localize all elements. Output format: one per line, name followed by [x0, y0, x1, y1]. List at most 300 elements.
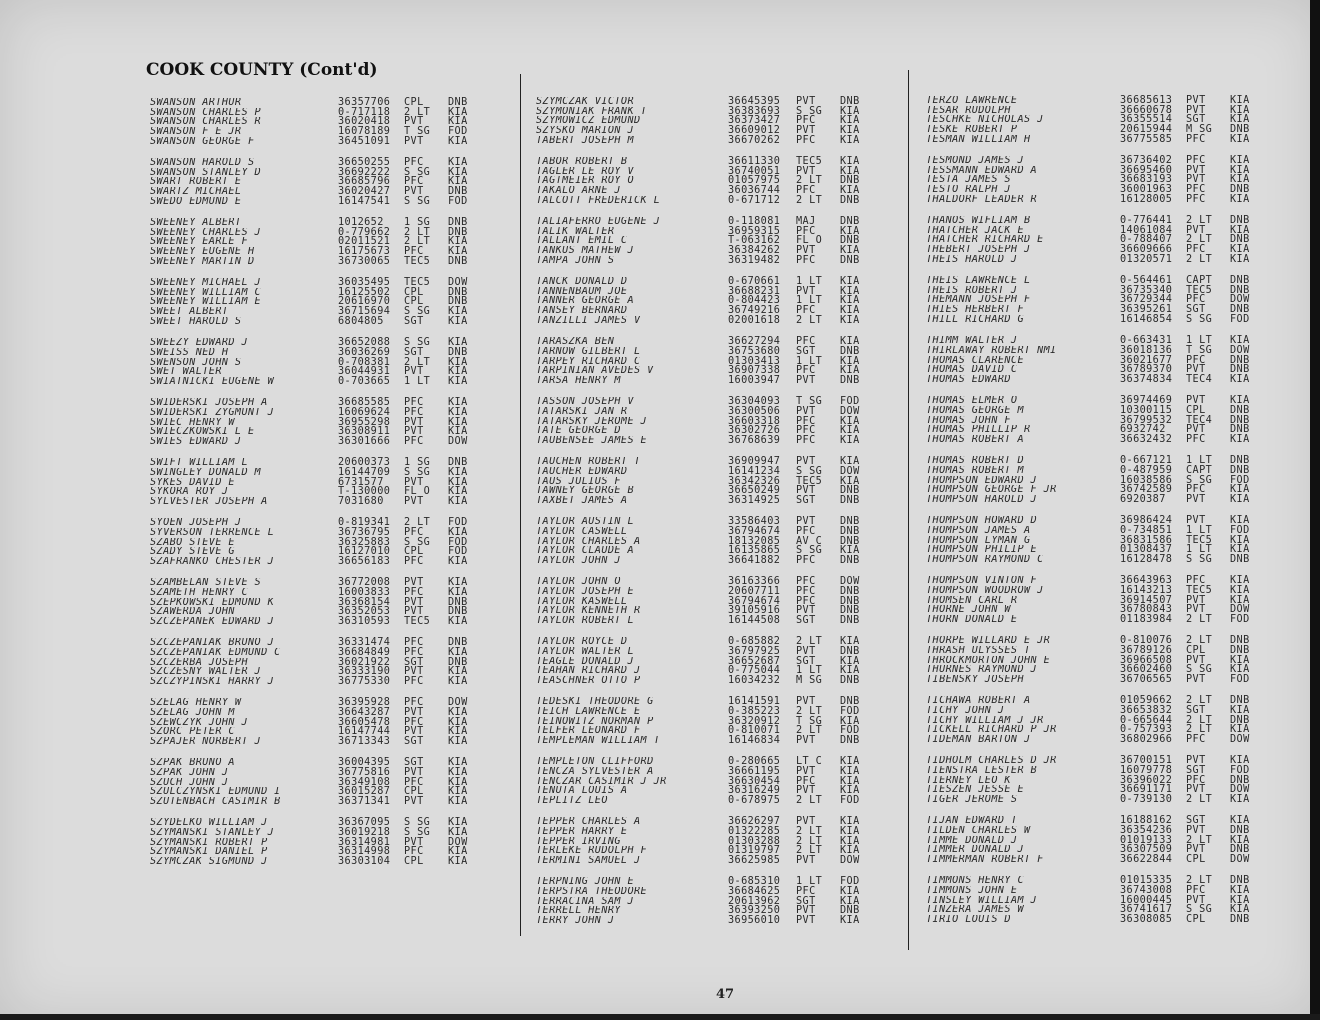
- entry-name: TIJAN EDWARD T: [926, 816, 1018, 827]
- roster-entry: [150, 418, 482, 428]
- roster-entry: [536, 97, 874, 107]
- entry-grade: PVT: [1186, 364, 1206, 376]
- roster-column-2: [536, 97, 874, 937]
- entry-name: TALCOTT FREDERICK L: [536, 195, 661, 206]
- roster-group: [536, 877, 874, 925]
- entry-grade: 2 LT: [796, 636, 823, 648]
- entry-grade: 2 LT: [1186, 695, 1213, 707]
- entry-serial-number: 36015287: [338, 786, 391, 798]
- entry-name: THOMAS CLARENCE: [926, 355, 1025, 366]
- entry-grade: SGT: [404, 315, 424, 327]
- roster-entry: [926, 845, 1264, 855]
- roster-group: [536, 277, 874, 325]
- entry-status: DOW: [448, 836, 468, 848]
- entry-serial-number: 36630454: [728, 775, 781, 787]
- entry-grade: S SG: [404, 536, 431, 548]
- entry-grade: PFC: [404, 697, 424, 709]
- entry-name: TERLEKE RUDOLPH F: [536, 846, 648, 857]
- entry-serial-number: 36775585: [1120, 133, 1173, 145]
- entry-grade: PFC: [404, 397, 424, 409]
- roster-entry: [536, 196, 874, 206]
- roster-group: [926, 216, 1264, 264]
- entry-grade: PVT: [1186, 654, 1206, 666]
- roster-entry: [150, 557, 482, 567]
- entry-grade: 1 LT: [1186, 335, 1213, 347]
- entry-status: FOD: [840, 396, 860, 408]
- entry-grade: PFC: [796, 434, 816, 446]
- entry-grade: PVT: [796, 405, 816, 417]
- roster-entry: [926, 115, 1264, 125]
- entry-name: TIBENSKY JOSEPH: [926, 675, 1025, 685]
- entry-name: TANKUS MATHEW J: [536, 246, 635, 256]
- entry-grade: 1 LT: [796, 276, 823, 288]
- roster-entry: [150, 247, 482, 257]
- entry-status: KIA: [840, 134, 860, 146]
- roster-entry: [536, 906, 874, 916]
- entry-serial-number: 36308911: [338, 426, 391, 438]
- entry-status: KIA: [840, 105, 860, 117]
- entry-status: FOD: [1230, 524, 1250, 536]
- entry-name: THORPE WILLARD E JR: [926, 636, 1051, 646]
- entry-grade: TEC4: [1186, 414, 1213, 426]
- entry-name: SWANSON F E JR: [150, 127, 242, 137]
- entry-serial-number: 36683193: [1120, 174, 1173, 186]
- entry-serial-number: 0-685310: [728, 876, 781, 888]
- entry-status: KIA: [840, 816, 860, 828]
- roster-entry: [926, 125, 1264, 135]
- entry-grade: S SG: [404, 166, 431, 178]
- entry-grade: S SG: [404, 827, 431, 839]
- entry-status: KIA: [448, 707, 468, 718]
- entry-name: TEPPER IRVING: [536, 836, 621, 847]
- entry-serial-number: 0-663431: [1120, 335, 1173, 347]
- entry-grade: PVT: [1186, 174, 1206, 186]
- entry-serial-number: 16175673: [338, 246, 391, 258]
- entry-name: SZYMCZAK SIGMUND J: [150, 857, 268, 867]
- entry-name: SZPAJER NORBERT J: [150, 737, 262, 747]
- entry-serial-number: 36331474: [338, 637, 391, 649]
- entry-status: DNB: [840, 96, 860, 107]
- entry-status: KIA: [840, 886, 860, 898]
- entry-serial-number: 16144709: [338, 466, 391, 478]
- entry-serial-number: 36302726: [728, 425, 781, 437]
- entry-status: KIA: [448, 495, 468, 507]
- entry-status: KIA: [448, 356, 468, 368]
- entry-serial-number: 36371341: [338, 796, 391, 808]
- entry-grade: 2 LT: [404, 226, 431, 238]
- entry-status: KIA: [448, 726, 468, 738]
- entry-status: KIA: [1230, 515, 1250, 527]
- roster-entry: [536, 486, 874, 496]
- entry-serial-number: 0-788407: [1120, 234, 1173, 246]
- roster-entry: [150, 588, 482, 598]
- entry-status: KIA: [840, 456, 860, 468]
- entry-status: DNB: [840, 235, 860, 247]
- entry-status: DNB: [1230, 914, 1250, 926]
- entry-status: DOW: [1230, 604, 1250, 616]
- roster-group: [536, 217, 874, 265]
- entry-grade: PFC: [1186, 354, 1206, 366]
- entry-serial-number: 16143213: [1120, 584, 1173, 596]
- entry-serial-number: 01319797: [728, 845, 781, 857]
- roster-group: [536, 757, 874, 805]
- roster-entry: [536, 167, 874, 177]
- entry-grade: PFC: [404, 716, 424, 728]
- entry-grade: PVT: [404, 596, 424, 608]
- entry-name: TIGER JEROME S: [926, 795, 1018, 805]
- entry-name: SZYDELKO WILLIAM J: [150, 818, 268, 829]
- entry-status: KIA: [1230, 584, 1250, 596]
- entry-serial-number: 36349108: [338, 776, 391, 788]
- entry-serial-number: 10300115: [1120, 404, 1173, 416]
- entry-status: KIA: [840, 415, 860, 427]
- entry-status: DNB: [840, 216, 860, 228]
- entry-grade: PFC: [404, 846, 424, 858]
- entry-name: TEPPER HARRY E: [536, 827, 628, 837]
- entry-status: DNB: [1230, 184, 1250, 196]
- roster-entry: [926, 245, 1264, 255]
- entry-status: KIA: [1230, 433, 1250, 445]
- entry-name: SZCZEPANIAK EDMUND C: [150, 647, 281, 658]
- entry-grade: PFC: [404, 526, 424, 538]
- entry-serial-number: 0-708381: [338, 356, 391, 368]
- entry-grade: SGT: [1186, 114, 1206, 126]
- entry-grade: PVT: [404, 577, 424, 589]
- entry-status: DOW: [840, 855, 860, 867]
- entry-serial-number: 36802966: [1120, 734, 1173, 746]
- entry-status: KIA: [1230, 174, 1250, 186]
- entry-serial-number: 36695460: [1120, 164, 1173, 176]
- entry-grade: PVT: [1186, 784, 1206, 796]
- entry-name: TERRY JOHN J: [536, 916, 615, 926]
- entry-status: KIA: [840, 665, 860, 677]
- entry-serial-number: 6932742: [1120, 424, 1166, 436]
- entry-serial-number: 01303288: [728, 835, 781, 847]
- entry-status: KIA: [448, 476, 468, 488]
- entry-grade: PVT: [1186, 104, 1206, 116]
- roster-entry: [150, 187, 482, 197]
- entry-grade: PVT: [1186, 844, 1206, 856]
- entry-grade: 2 LT: [1186, 834, 1213, 846]
- entry-name: SWANSON CHARLES R: [150, 117, 262, 128]
- roster-entry: [926, 766, 1264, 776]
- roster-entry: [536, 136, 874, 146]
- roster-entry: [926, 706, 1264, 716]
- entry-status: KIA: [1230, 885, 1250, 897]
- roster-entry: [926, 425, 1264, 435]
- roster-entry: [536, 837, 874, 847]
- entry-grade: 1 LT: [404, 375, 431, 387]
- roster-entry: [926, 696, 1264, 706]
- roster-entry: [150, 317, 482, 327]
- entry-grade: 2 LT: [796, 826, 823, 838]
- entry-grade: 1 LT: [796, 295, 823, 307]
- entry-grade: MAJ: [796, 216, 816, 228]
- entry-serial-number: 36740051: [728, 165, 781, 177]
- entry-name: TAWNEY GEORGE B: [536, 486, 635, 496]
- entry-status: DNB: [1230, 635, 1250, 647]
- entry-name: SYKORA ROY J: [150, 487, 229, 497]
- entry-serial-number: 36685613: [1120, 95, 1173, 106]
- roster-entry: [926, 735, 1264, 745]
- entry-serial-number: 36374834: [1120, 373, 1173, 385]
- entry-grade: PVT: [796, 374, 816, 386]
- entry-name: THOMPSON LYMAN G: [926, 535, 1031, 546]
- entry-serial-number: 01183984: [1120, 614, 1173, 625]
- entry-status: FOD: [840, 706, 860, 717]
- entry-serial-number: 36684625: [728, 886, 781, 898]
- entry-name: SWEET HAROLD S: [150, 316, 242, 327]
- entry-name: TEPPER CHARLES A: [536, 817, 641, 828]
- entry-status: DNB: [1230, 215, 1250, 227]
- roster-entry: [150, 367, 482, 377]
- roster-group: [926, 516, 1264, 564]
- entry-grade: PVT: [404, 796, 424, 808]
- roster-entry: [536, 556, 874, 566]
- entry-serial-number: 1012652: [338, 217, 384, 229]
- entry-grade: SGT: [796, 655, 816, 667]
- roster-group: [536, 337, 874, 385]
- roster-entry: [536, 496, 874, 506]
- entry-grade: PFC: [404, 776, 424, 788]
- roster-group: [536, 817, 874, 865]
- entry-serial-number: 36044931: [338, 366, 391, 378]
- entry-status: FOD: [1230, 765, 1250, 777]
- entry-name: SWEET ALBERT: [150, 307, 229, 317]
- entry-status: FOD: [1230, 474, 1250, 486]
- entry-serial-number: 36706565: [1120, 674, 1173, 686]
- roster-entry: [926, 636, 1264, 646]
- roster-entry: [926, 336, 1264, 346]
- roster-entry: [926, 416, 1264, 426]
- entry-name: SWEENEY MICHAEL J: [150, 278, 262, 288]
- entry-grade: S SG: [404, 306, 431, 318]
- entry-name: THOMAS ELMER O: [926, 396, 1018, 406]
- roster-entry: [536, 817, 874, 827]
- roster-entry: [926, 195, 1264, 205]
- entry-status: DNB: [1230, 124, 1250, 136]
- roster-entry: [536, 107, 874, 117]
- roster-entry: [926, 536, 1264, 546]
- entry-grade: CAPT: [1186, 275, 1213, 287]
- roster-entry: [150, 547, 482, 557]
- entry-name: TEINOWITZ NORMAN P: [536, 716, 654, 727]
- entry-status: DNB: [840, 615, 860, 626]
- entry-serial-number: 0-280665: [728, 756, 781, 768]
- entry-serial-number: 0-757393: [1120, 724, 1173, 736]
- roster-entry: [536, 887, 874, 897]
- roster-entry: [926, 886, 1264, 896]
- entry-status: FOD: [1230, 674, 1250, 686]
- entry-status: KIA: [448, 586, 468, 598]
- entry-serial-number: 36955298: [338, 416, 391, 428]
- entry-status: DNB: [840, 605, 860, 617]
- entry-status: KIA: [1230, 894, 1250, 906]
- entry-status: KIA: [448, 375, 468, 387]
- entry-status: KIA: [448, 426, 468, 438]
- scan-edge-bottom: [0, 1014, 1320, 1020]
- roster-entry: [536, 376, 874, 386]
- roster-group: [926, 336, 1264, 384]
- entry-grade: 2 LT: [1186, 253, 1213, 265]
- entry-name: TIRIO LOUIS D: [926, 915, 1011, 925]
- entry-name: SWANSON HAROLD S: [150, 158, 255, 168]
- entry-serial-number: 7031680: [338, 495, 384, 507]
- entry-status: KIA: [448, 306, 468, 318]
- roster-group: [536, 697, 874, 745]
- roster-entry: [536, 176, 874, 186]
- page-title: COOK COUNTY (Cont'd): [146, 60, 378, 80]
- entry-name: SZULCZYNSKI EDMUND I: [150, 787, 281, 798]
- entry-grade: 2 LT: [404, 236, 431, 248]
- entry-grade: 2 LT: [796, 314, 823, 326]
- entry-serial-number: 36316249: [728, 785, 781, 797]
- entry-serial-number: 36685796: [338, 176, 391, 188]
- entry-grade: M SG: [796, 675, 823, 687]
- entry-serial-number: 36354236: [1120, 825, 1173, 837]
- entry-serial-number: 16125502: [338, 286, 391, 298]
- roster-group: [926, 696, 1264, 744]
- entry-name: TAUBENSEE JAMES E: [536, 435, 648, 446]
- entry-name: SZCZESNY WALTER J: [150, 667, 262, 678]
- entry-serial-number: 36780843: [1120, 604, 1173, 616]
- entry-status: DOW: [840, 405, 860, 417]
- entry-name: TANNER GEORGE A: [536, 296, 635, 307]
- entry-grade: TEC4: [1186, 373, 1213, 385]
- entry-grade: PFC: [796, 305, 816, 317]
- roster-entry: [150, 778, 482, 788]
- entry-name: SZYMANSKI STANLEY J: [150, 828, 275, 838]
- roster-entry: [150, 487, 482, 497]
- entry-status: KIA: [1230, 373, 1250, 385]
- roster-entry: [536, 277, 874, 287]
- entry-status: KIA: [1230, 904, 1250, 916]
- roster-entry: [926, 785, 1264, 795]
- roster-entry: [150, 758, 482, 768]
- entry-serial-number: 20616970: [338, 296, 391, 308]
- entry-serial-number: 36831586: [1120, 534, 1173, 546]
- roster-entry: [150, 648, 482, 658]
- entry-name: TESAR RUDOLPH: [926, 105, 1011, 116]
- entry-status: DOW: [1230, 294, 1250, 306]
- entry-grade: 1 LT: [796, 355, 823, 367]
- entry-serial-number: 36650255: [338, 157, 391, 169]
- entry-serial-number: 16146834: [728, 735, 781, 747]
- entry-grade: 2 LT: [1186, 875, 1213, 887]
- entry-grade: PVT: [404, 476, 424, 488]
- roster-group: [926, 396, 1264, 444]
- roster-entry: [150, 197, 482, 207]
- entry-grade: 1 LT: [1186, 524, 1213, 536]
- entry-serial-number: 36605478: [338, 716, 391, 728]
- roster-entry: [536, 186, 874, 196]
- entry-grade: FL O: [404, 486, 431, 498]
- entry-status: KIA: [1230, 193, 1250, 205]
- entry-serial-number: 36986424: [1120, 515, 1173, 527]
- roster-entry: [926, 166, 1264, 176]
- entry-name: THANOS WIFLIAM B: [926, 216, 1031, 226]
- entry-status: DNB: [1230, 364, 1250, 376]
- entry-grade: PFC: [796, 336, 816, 348]
- entry-status: KIA: [448, 757, 468, 769]
- entry-serial-number: 36602460: [1120, 664, 1173, 676]
- entry-name: TEAGLE DONALD J: [536, 656, 635, 667]
- entry-name: SZCZYPINSKI HARRY J: [150, 677, 275, 687]
- entry-name: THOMAS DAVID C: [926, 365, 1018, 375]
- entry-name: TERZO LAWRENCE: [926, 96, 1018, 106]
- entry-serial-number: 36641882: [728, 554, 781, 566]
- entry-status: DNB: [840, 525, 860, 537]
- entry-serial-number: 36715694: [338, 306, 391, 318]
- entry-serial-number: 0-671712: [728, 194, 781, 206]
- entry-serial-number: 36660678: [1120, 104, 1173, 116]
- entry-status: KIA: [840, 895, 860, 907]
- entry-grade: PVT: [404, 416, 424, 428]
- roster-entry: [536, 657, 874, 667]
- roster-entry: [536, 757, 874, 767]
- page-number: 47: [716, 987, 735, 1002]
- roster-entry: [150, 478, 482, 488]
- entry-status: DNB: [840, 696, 860, 708]
- entry-name: TESCHKE NICHOLAS J: [926, 115, 1044, 126]
- entry-serial-number: 36974469: [1120, 395, 1173, 407]
- entry-serial-number: 36736402: [1120, 155, 1173, 167]
- entry-serial-number: 36741617: [1120, 904, 1173, 916]
- entry-name: SWEISS NED H: [150, 347, 229, 358]
- entry-grade: SGT: [796, 615, 816, 626]
- roster-entry: [150, 218, 482, 228]
- entry-serial-number: 36300506: [728, 405, 781, 417]
- entry-name: TESKE ROBERT P: [926, 125, 1018, 135]
- entry-name: TIMMER DONALD J: [926, 845, 1025, 856]
- entry-status: KIA: [448, 236, 468, 248]
- roster-entry: [536, 357, 874, 367]
- roster-group: [536, 577, 874, 625]
- roster-entry: [926, 175, 1264, 185]
- roster-entry: [150, 838, 482, 848]
- entry-name: TANZILLI JAMES V: [536, 315, 641, 326]
- entry-grade: PFC: [1186, 575, 1206, 587]
- entry-serial-number: 36451091: [338, 135, 391, 147]
- entry-status: DNB: [448, 296, 468, 308]
- entry-status: DOW: [448, 435, 468, 447]
- roster-entry: [926, 346, 1264, 356]
- roster-entry: [536, 227, 874, 237]
- entry-status: KIA: [448, 166, 468, 178]
- entry-status: KIA: [1230, 244, 1250, 256]
- entry-serial-number: 36794674: [728, 525, 781, 537]
- roster-entry: [926, 235, 1264, 245]
- roster-entry: [926, 476, 1264, 486]
- entry-name: THORN DONALD E: [926, 615, 1018, 625]
- roster-entry: [150, 458, 482, 468]
- entry-status: KIA: [1230, 815, 1250, 827]
- entry-serial-number: 36775816: [338, 767, 391, 779]
- entry-grade: PVT: [1186, 424, 1206, 436]
- roster-entry: [926, 896, 1264, 906]
- entry-name: SWIDERSKI ZYGMUNT J: [150, 407, 275, 418]
- roster-entry: [536, 577, 874, 587]
- roster-entry: [926, 576, 1264, 586]
- entry-grade: PFC: [1186, 484, 1206, 496]
- entry-serial-number: 36609012: [728, 125, 781, 137]
- roster-entry: [536, 697, 874, 707]
- entry-name: TILDEN CHARLES W: [926, 826, 1031, 836]
- entry-serial-number: 0-665644: [1120, 714, 1173, 726]
- entry-status: KIA: [448, 526, 468, 538]
- entry-status: KIA: [448, 486, 468, 498]
- roster-entry: [926, 406, 1264, 416]
